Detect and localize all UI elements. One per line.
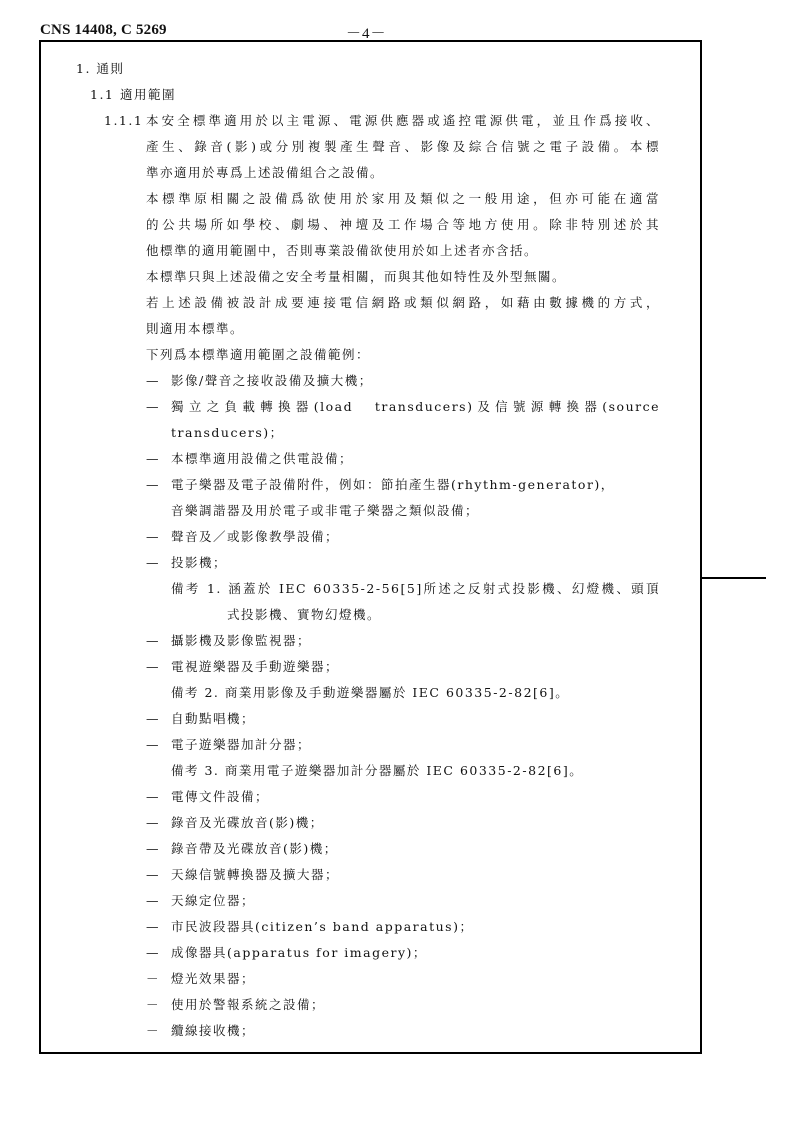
list-item: 天線定位器；	[171, 893, 256, 908]
paragraph-line: 本標準只與上述設備之安全考量相關，而與其他如特性及外型無關。	[146, 269, 567, 284]
page-number: －4－	[346, 26, 387, 42]
list-item: 攝影機及影像監視器；	[171, 633, 312, 648]
list-item: 纜線接收機；	[171, 1023, 256, 1038]
list-bullet: —	[146, 659, 160, 674]
note-line: 備考 1. 涵蓋於 IEC 60335-2-56[5]所述之反射式投影機、幻燈機、頭頂	[171, 581, 660, 596]
subsection-title: 適用範圍	[120, 87, 177, 102]
list-bullet: —	[146, 841, 160, 856]
section-heading: 1. 通則	[76, 61, 125, 76]
list-bullet: —	[146, 919, 160, 934]
list-item-continuation: 音樂調諧器及用於電子或非電子樂器之類似設備；	[171, 503, 480, 518]
note-line: 備考 3. 商業用電子遊樂器加計分器屬於 IEC 60335-2-82[6]。	[171, 763, 584, 778]
list-bullet: —	[146, 867, 160, 882]
list-item: 電子遊樂器加計分器；	[171, 737, 312, 752]
list-item: 本標準適用設備之供電設備；	[171, 451, 354, 466]
list-bullet: —	[146, 711, 160, 726]
subsection-number: 1.1	[90, 87, 115, 102]
list-item: 電子樂器及電子設備附件，例如：節拍產生器(rhythm-generator)，	[171, 477, 615, 492]
standard-number: CNS 14408, C 5269	[40, 22, 167, 38]
paragraph-line: 的公共場所如學校、劇場、神壇及工作場合等地方使用。除非特別述於其	[146, 217, 660, 232]
paragraph-line: 本安全標準適用於以主電源、電源供應器或遙控電源供電，並且作爲接收、	[146, 113, 660, 128]
list-bullet: —	[146, 477, 160, 492]
paragraph-line: 本標準原相關之設備爲欲使用於家用及類似之一般用途，但亦可能在適當	[146, 191, 660, 206]
paragraph-line: 下列爲本標準適用範圍之設備範例：	[146, 347, 371, 362]
clause-number: 1.1.1	[104, 113, 144, 128]
list-item: 電視遊樂器及手動遊樂器；	[171, 659, 340, 674]
list-bullet: —	[146, 555, 160, 570]
note-line: 式投影機、實物幻燈機。	[227, 607, 382, 622]
list-item: 獨立之負載轉換器(load transducers)及信號源轉換器(source	[171, 399, 660, 414]
list-bullet: —	[146, 789, 160, 804]
list-item: 市民波段器具(citizen’s band apparatus)；	[171, 919, 474, 934]
list-item: 電傳文件設備；	[171, 789, 270, 804]
list-item: 影像/聲音之接收設備及擴大機；	[171, 373, 373, 388]
paragraph-line: 他標準的適用範圍中，否則專業設備欲使用於如上述者亦含括。	[146, 243, 539, 258]
paragraph-line: 則適用本標準。	[146, 321, 245, 336]
list-item: 聲音及／或影像教學設備；	[171, 529, 340, 544]
list-bullet: －	[146, 971, 161, 986]
list-item: 自動點唱機；	[171, 711, 256, 726]
list-item: 天線信號轉換器及擴大器；	[171, 867, 340, 882]
list-item: 錄音及光碟放音(影)機；	[171, 815, 324, 830]
list-bullet: —	[146, 399, 160, 414]
list-bullet: —	[146, 815, 160, 830]
list-bullet: —	[146, 373, 160, 388]
list-bullet: —	[146, 529, 160, 544]
paragraph-line: 若上述設備被設計成要連接電信網路或類似網路，如藉由數據機的方式，	[146, 295, 660, 310]
note-line: 備考 2. 商業用影像及手動遊樂器屬於 IEC 60335-2-82[6]。	[171, 685, 570, 700]
list-item-continuation: transducers)；	[171, 425, 284, 440]
revision-mark	[702, 577, 766, 579]
list-bullet: —	[146, 737, 160, 752]
list-item: 使用於警報系統之設備；	[171, 997, 326, 1012]
list-bullet: －	[146, 1023, 161, 1038]
list-item: 成像器具(apparatus for imagery)；	[171, 945, 427, 960]
paragraph-line: 準亦適用於專爲上述設備組合之設備。	[146, 165, 385, 180]
list-bullet: —	[146, 633, 160, 648]
list-bullet: —	[146, 945, 160, 960]
list-item: 投影機；	[171, 555, 228, 570]
list-bullet: —	[146, 893, 160, 908]
list-bullet: —	[146, 451, 160, 466]
list-item: 錄音帶及光碟放音(影)機；	[171, 841, 338, 856]
list-item: 燈光效果器；	[171, 971, 256, 986]
list-bullet: －	[146, 997, 161, 1012]
paragraph-line: 產生、錄音(影)或分別複製產生聲音、影像及綜合信號之電子設備。本標	[146, 139, 660, 154]
